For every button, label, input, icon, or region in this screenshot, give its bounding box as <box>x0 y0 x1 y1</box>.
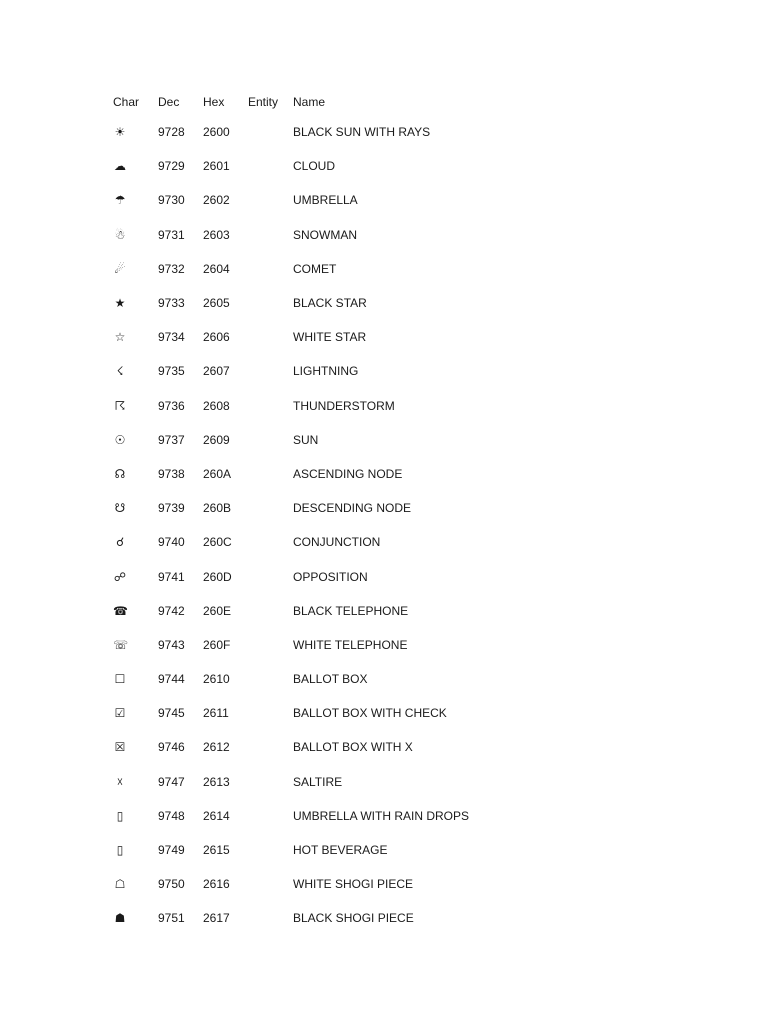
char-cell <box>108 115 158 149</box>
name-cell: SUN <box>293 432 319 447</box>
char-cell <box>108 183 158 217</box>
char-cell <box>108 833 158 867</box>
char-cell <box>108 525 158 559</box>
dec-cell: 9731 <box>158 227 185 242</box>
hex-cell: 2609 <box>203 432 230 447</box>
dec-cell: 9748 <box>158 808 185 823</box>
name-cell: OPPOSITION <box>293 569 368 584</box>
char-cell <box>108 662 158 696</box>
name-cell: THUNDERSTORM <box>293 398 395 413</box>
name-cell: UMBRELLA <box>293 193 358 208</box>
character-glyph-icon: ★ <box>114 296 126 311</box>
entity-cell <box>248 765 293 799</box>
table-row <box>108 354 593 388</box>
name-cell: UMBRELLA WITH RAIN DROPS <box>293 808 470 823</box>
table-header <box>108 89 593 115</box>
hex-cell: 260A <box>203 466 232 481</box>
hex-cell: 260C <box>203 535 232 550</box>
table-body <box>108 115 593 936</box>
char-cell <box>108 628 158 662</box>
table-row <box>108 320 593 354</box>
entity-cell <box>248 696 293 730</box>
entity-cell <box>248 354 293 388</box>
table-row <box>108 115 593 149</box>
table-row <box>108 286 593 320</box>
table-row <box>108 252 593 286</box>
name-cell: CONJUNCTION <box>293 535 381 550</box>
hex-cell: 2616 <box>203 877 230 892</box>
table-row <box>108 594 593 628</box>
table-row <box>108 491 593 525</box>
table-row <box>108 696 593 730</box>
entity-cell <box>248 662 293 696</box>
character-glyph-icon: ☆ <box>114 330 126 345</box>
char-cell <box>108 423 158 457</box>
entity-cell <box>248 115 293 149</box>
character-glyph-icon: ☑ <box>114 706 126 721</box>
char-cell <box>108 491 158 525</box>
table-row <box>108 867 593 901</box>
entity-cell <box>248 252 293 286</box>
hex-cell: 2607 <box>203 364 230 379</box>
hex-cell: 2614 <box>203 808 230 823</box>
char-cell <box>108 559 158 593</box>
dec-cell: 9744 <box>158 672 185 687</box>
table-row <box>108 389 593 423</box>
name-cell: BALLOT BOX WITH CHECK <box>293 706 447 721</box>
hex-cell: 2606 <box>203 330 230 345</box>
header-dec: Dec <box>158 95 180 109</box>
table-row <box>108 765 593 799</box>
table-row <box>108 183 593 217</box>
entity-cell <box>248 833 293 867</box>
name-cell: DESCENDING NODE <box>293 501 412 516</box>
dec-cell: 9743 <box>158 637 185 652</box>
hex-cell: 2604 <box>203 261 230 276</box>
character-glyph-icon: ☋ <box>114 501 126 516</box>
hex-cell: 2601 <box>203 159 230 174</box>
char-cell <box>108 867 158 901</box>
dec-cell: 9745 <box>158 706 185 721</box>
unicode-character-table <box>108 89 593 936</box>
name-cell: CLOUD <box>293 159 336 174</box>
hex-cell: 2608 <box>203 398 230 413</box>
hex-cell: 260E <box>203 603 232 618</box>
char-cell <box>108 594 158 628</box>
character-glyph-icon: ☈ <box>114 398 126 413</box>
hex-cell: 2605 <box>203 296 230 311</box>
table-row <box>108 833 593 867</box>
char-cell <box>108 457 158 491</box>
character-glyph-icon: ☒ <box>114 740 126 755</box>
character-glyph-icon: ☁ <box>114 159 126 174</box>
name-cell: WHITE STAR <box>293 330 367 345</box>
character-glyph-icon: ☖ <box>114 877 126 892</box>
name-cell: BLACK STAR <box>293 296 367 311</box>
hex-cell: 2610 <box>203 672 230 687</box>
dec-cell: 9751 <box>158 911 185 926</box>
character-glyph-icon: ☊ <box>114 466 126 481</box>
entity-cell <box>248 628 293 662</box>
name-cell: SNOWMAN <box>293 227 357 242</box>
char-cell <box>108 730 158 764</box>
character-glyph-icon: ☏ <box>113 637 129 652</box>
table-row <box>108 901 593 935</box>
character-glyph-icon: ☍ <box>113 569 127 584</box>
header-char: Char <box>113 95 140 109</box>
entity-cell <box>248 218 293 252</box>
character-glyph-icon: ▯ <box>116 843 124 858</box>
entity-cell <box>248 730 293 764</box>
character-glyph-icon: ☐ <box>114 672 126 687</box>
dec-cell: 9728 <box>158 125 185 140</box>
entity-cell <box>248 183 293 217</box>
character-glyph-icon: ☓ <box>116 774 124 789</box>
dec-cell: 9747 <box>158 774 185 789</box>
table-row <box>108 525 593 559</box>
character-glyph-icon: ☌ <box>115 535 125 550</box>
entity-cell <box>248 423 293 457</box>
header-hex: Hex <box>203 95 225 109</box>
entity-cell <box>248 149 293 183</box>
char-cell <box>108 799 158 833</box>
character-glyph-icon: ☎ <box>113 603 128 618</box>
name-cell: WHITE SHOGI PIECE <box>293 877 414 892</box>
dec-cell: 9733 <box>158 296 185 311</box>
dec-cell: 9750 <box>158 877 185 892</box>
char-cell <box>108 149 158 183</box>
name-cell: LIGHTNING <box>293 364 359 379</box>
entity-cell <box>248 491 293 525</box>
hex-cell: 260D <box>203 569 232 584</box>
table-row <box>108 799 593 833</box>
header-row <box>108 89 593 115</box>
table-row <box>108 559 593 593</box>
entity-cell <box>248 799 293 833</box>
entity-cell <box>248 457 293 491</box>
dec-cell: 9737 <box>158 432 185 447</box>
dec-cell: 9732 <box>158 261 185 276</box>
entity-cell <box>248 286 293 320</box>
hex-cell: 2615 <box>203 843 230 858</box>
dec-cell: 9742 <box>158 603 185 618</box>
hex-cell: 2603 <box>203 227 230 242</box>
name-cell: ASCENDING NODE <box>293 466 403 481</box>
character-glyph-icon: ☀ <box>114 125 126 140</box>
hex-cell: 2602 <box>203 193 230 208</box>
entity-cell <box>248 320 293 354</box>
name-cell: SALTIRE <box>293 774 343 789</box>
char-cell <box>108 218 158 252</box>
hex-cell: 260B <box>203 501 232 516</box>
header-entity: Entity <box>248 95 279 109</box>
name-cell: BALLOT BOX WITH X <box>293 740 413 755</box>
table-row <box>108 218 593 252</box>
name-cell: BLACK SUN WITH RAYS <box>293 125 431 140</box>
dec-cell: 9739 <box>158 501 185 516</box>
entity-cell <box>248 594 293 628</box>
dec-cell: 9746 <box>158 740 185 755</box>
table-row <box>108 628 593 662</box>
dec-cell: 9734 <box>158 330 185 345</box>
char-cell <box>108 252 158 286</box>
dec-cell: 9749 <box>158 843 185 858</box>
char-cell <box>108 901 158 935</box>
header-name: Name <box>293 95 326 109</box>
dec-cell: 9740 <box>158 535 185 550</box>
name-cell: HOT BEVERAGE <box>293 843 388 858</box>
hex-cell: 2611 <box>203 706 229 721</box>
character-glyph-icon: ☇ <box>116 364 124 379</box>
table-row <box>108 423 593 457</box>
table-row <box>108 662 593 696</box>
char-cell <box>108 286 158 320</box>
table-row <box>108 149 593 183</box>
table-row <box>108 730 593 764</box>
character-glyph-icon: ☃ <box>114 227 126 242</box>
hex-cell: 2612 <box>203 740 230 755</box>
char-cell <box>108 389 158 423</box>
dec-cell: 9741 <box>158 569 185 584</box>
hex-cell: 260F <box>203 637 231 652</box>
dec-cell: 9735 <box>158 364 185 379</box>
name-cell: BLACK TELEPHONE <box>293 603 409 618</box>
character-glyph-icon: ▯ <box>116 808 124 823</box>
dec-cell: 9729 <box>158 159 185 174</box>
character-glyph-icon: ☗ <box>114 911 126 926</box>
table-row <box>108 457 593 491</box>
entity-cell <box>248 901 293 935</box>
entity-cell <box>248 525 293 559</box>
name-cell: BALLOT BOX <box>293 672 368 687</box>
hex-cell: 2613 <box>203 774 230 789</box>
character-glyph-icon: ☉ <box>114 432 126 447</box>
name-cell: COMET <box>293 261 337 276</box>
name-cell: WHITE TELEPHONE <box>293 637 408 652</box>
entity-cell <box>248 559 293 593</box>
hex-cell: 2617 <box>203 911 230 926</box>
char-cell <box>108 765 158 799</box>
dec-cell: 9736 <box>158 398 185 413</box>
dec-cell: 9738 <box>158 466 185 481</box>
entity-cell <box>248 867 293 901</box>
character-glyph-icon: ☂ <box>114 193 126 208</box>
char-cell <box>108 696 158 730</box>
character-glyph-icon: ☄ <box>114 261 126 276</box>
hex-cell: 2600 <box>203 125 230 140</box>
dec-cell: 9730 <box>158 193 185 208</box>
char-cell <box>108 320 158 354</box>
name-cell: BLACK SHOGI PIECE <box>293 911 414 926</box>
char-cell <box>108 354 158 388</box>
entity-cell <box>248 389 293 423</box>
